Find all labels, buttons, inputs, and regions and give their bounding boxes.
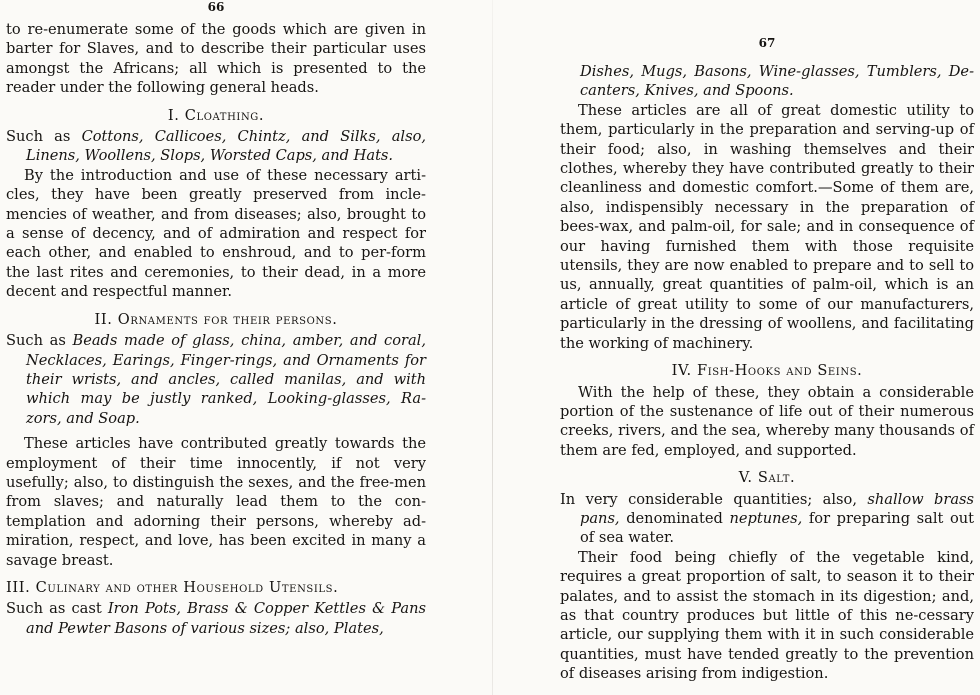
utensils-items-list: Iron Pots, Brass & Copper Kettles & Pans and Pewter Basons of various sizes; also, Plates,	[26, 600, 427, 637]
cloathing-paragraph: By the introduction and use of these necessary arti-cles, they have been greatly preserved from incle-mencies of weather, and from diseases; also, brought to a sense of decency, and of admiration and respect for each other, and enabled to enshroud, and to per-form the last rites and ceremonies, to their dead, in a more decent and respectful manner.	[6, 166, 426, 301]
salt-items-mid: denominated	[626, 509, 723, 527]
utensils-items-prefix: Such as cast	[6, 600, 102, 618]
right-page	[560, 0, 974, 684]
intro-paragraph: to re-enumerate some of the goods which are given in barter for Slaves, and to describe their particular uses amongst the Africans; all which is presented to the reader under the following general heads.	[6, 21, 426, 97]
section-heading-ornaments: II. Ornaments for their persons.	[94, 310, 338, 328]
salt-items	[560, 490, 974, 548]
cloathing-items	[6, 127, 426, 166]
salt-items-pans: shallow brass pans,	[580, 490, 975, 527]
section-heading-salt: V. Salt.	[738, 469, 796, 487]
salt-paragraph: Their food being chiefly of the vegetable kind, requires a great proportion of salt, to season it to their palates, and to assist the stomach in its digestion; and, as that country produces but little of this ne-cessary article, our supplying them with it in such considerable quantities, must have tended greatly to the prevention of diseases arising from indigestion.	[560, 548, 974, 683]
fish-hooks-paragraph: With the help of these, they obtain a considerable portion of the sustenance of life out of their numerous creeks, rivers, and the sea, whereby many thousands of them are fed, employed, and supported.	[560, 383, 974, 459]
page-number-left: 66	[207, 0, 225, 14]
section-heading-fish-hooks: IV. Fish-Hooks and Seins.	[671, 362, 863, 380]
left-page-body	[6, 20, 426, 638]
utensils-paragraph: These articles are all of great domestic utility to them, particularly in the preparation and serving-up of their food; also, in washing themselves and their clothes, whereby they have contributed greatly to their cleanliness and domestic comfort.—Some of them are, also, indispensibly necessary in the preparation of bees-wax, and palm-oil, for sale; and in consequence of our having furnished them with those requisite utensils, they are now enabled to prepare and to sell to us, annually, great quantities of palm-oil, which is an article of great utility to some of our manufacturers, particularly in the dressing of woollens, and facilitating the working of machinery.	[560, 101, 974, 352]
page-number-right: 67	[758, 36, 776, 50]
section-heading-utensils: III. Culinary and other Household Utensils.	[6, 578, 339, 596]
utensils-items-continued-list: Dishes, Mugs, Basons, Wine-glasses, Tumblers, De-canters, Knives, and Spoons.	[580, 63, 974, 100]
ornaments-paragraph: These articles have contributed greatly towards the employment of their time innocently, if not very usefully; also, to distinguish the sexes, and the free-men from slaves; and naturally lead them to the con-templation and adorning their persons, whereby ad-miration, respect, and love, has been excited in many a savage breast.	[6, 435, 426, 569]
ornaments-items	[6, 331, 426, 428]
ornaments-items-list: Beads made of glass, china, amber, and coral, Necklaces, Earings, Finger-rings, and Ornaments for their wrists, and ancles, called manilas, and with which may be justly ranked, Looking-glasses, Ra-zors, and Soap.	[26, 332, 426, 427]
utensils-items-continued	[560, 62, 974, 101]
salt-items-term: neptunes,	[729, 509, 803, 527]
utensils-items	[6, 599, 426, 638]
section-heading-cloathing: I. Cloathing.	[167, 106, 265, 124]
cloathing-items-prefix: Such as	[6, 128, 71, 146]
cloathing-items-list: Cottons, Callicoes, Chintz, and Silks, also, Linens, Woollens, Slops, Worsted Caps, and Hats.	[26, 128, 426, 165]
left-page	[6, 0, 426, 638]
salt-items-suffix: for preparing salt out of sea water.	[580, 509, 975, 547]
ornaments-items-prefix: Such as	[6, 332, 66, 350]
salt-items-prefix: In very considerable quantities; also,	[560, 490, 857, 508]
page-gutter	[492, 0, 493, 695]
